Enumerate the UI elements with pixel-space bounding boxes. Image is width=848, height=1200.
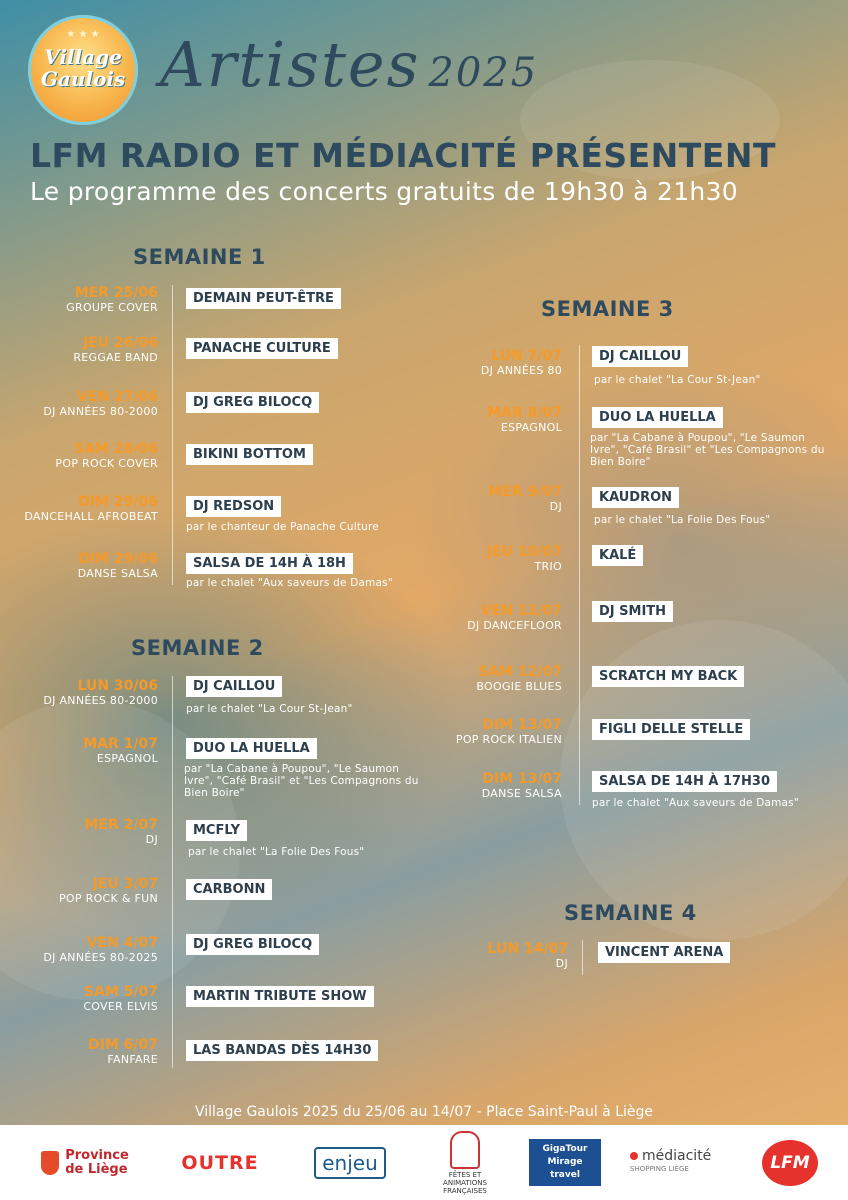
sponsor-bar <box>0 1125 848 1200</box>
artist-label: DJ CAILLOU <box>186 676 282 697</box>
artist-label: MCFLY <box>186 820 247 841</box>
entry-genre: POP ROCK & FUN <box>59 892 158 905</box>
entry-date: SAM 28/06 <box>74 441 158 457</box>
artist-note: par le chalet "La Cour St-Jean" <box>594 374 761 386</box>
title-artistes <box>160 28 538 101</box>
schedule-entry <box>400 771 562 805</box>
entry-date: LUN 7/07 <box>491 348 562 364</box>
schedule-entry <box>0 285 158 319</box>
entry-date: MAR 8/07 <box>487 405 562 421</box>
entry-genre: ESPAGNOL <box>96 752 158 765</box>
schedule-entry <box>400 664 562 698</box>
entry-genre: DJ ANNÉES 80 <box>480 364 562 377</box>
schedule-entry <box>0 1037 158 1071</box>
artist-label: FIGLI DELLE STELLE <box>592 719 750 740</box>
fetes-text: FÊTES ET ANIMATIONS FRANÇAISES <box>443 1170 487 1195</box>
entry-genre: COVER ELVIS <box>83 1000 158 1013</box>
schedule-entry <box>0 876 158 910</box>
event-footer: Village Gaulois 2025 du 25/06 au 14/07 - Place Saint-Paul à Liège <box>194 1104 654 1120</box>
artist-label: VINCENT ARENA <box>598 942 730 963</box>
artist-label: SALSA DE 14H À 18H <box>186 553 353 574</box>
schedule-entry <box>400 544 562 578</box>
entry-date: DIM 29/06 <box>78 551 158 567</box>
artist-label: DJ GREG BILOCQ <box>186 392 319 413</box>
entry-date: MER 2/07 <box>84 817 158 833</box>
entry-date: MER 25/06 <box>74 285 158 301</box>
entry-date: DIM 6/07 <box>88 1037 158 1053</box>
entry-genre: DJ ANNÉES 80-2000 <box>43 405 158 418</box>
entry-genre: TRIO <box>534 560 562 573</box>
logo-line2: Gaulois <box>40 67 126 91</box>
province-icon <box>41 1151 59 1175</box>
title-word: Artistes <box>160 28 421 101</box>
entry-genre: POP ROCK COVER <box>55 457 158 470</box>
entry-date: JEU 3/07 <box>92 876 158 892</box>
artist-label: SALSA DE 14H À 17H30 <box>592 771 777 792</box>
timeline-divider <box>579 345 580 805</box>
artist-label: CARBONN <box>186 879 272 900</box>
province-line2: de Liège <box>65 1161 128 1177</box>
entry-genre: DANCEHALL AFROBEAT <box>24 510 158 523</box>
entry-date: SAM 12/07 <box>478 664 562 680</box>
logo-stars: ★ ★ ★ <box>66 29 100 40</box>
media-line1: médiacité <box>642 1147 712 1164</box>
timeline-divider <box>172 285 173 585</box>
entry-date: VEN 27/06 <box>76 389 158 405</box>
entry-date: DIM 29/06 <box>78 494 158 510</box>
week-1-title: SEMAINE 1 <box>133 245 266 269</box>
timeline-divider <box>172 676 173 1068</box>
entry-date: LUN 30/06 <box>77 678 158 694</box>
media-line2: SHOPPING LIÈGE <box>630 1164 689 1173</box>
schedule-entry <box>0 678 158 712</box>
artist-label: PANACHE CULTURE <box>186 338 338 359</box>
entry-genre: REGGAE BAND <box>73 351 158 364</box>
artist-label: KALÉ <box>592 545 643 566</box>
entry-genre: DANSE SALSA <box>481 787 562 800</box>
entry-genre: BOOGIE BLUES <box>476 680 562 693</box>
entry-date: MAR 1/07 <box>83 736 158 752</box>
artist-note: par "La Cabane à Poupou", "Le Saumon Ivre", "Café Brasil" et "Les Compagnons du Bien Boire" <box>184 763 419 799</box>
artist-note: par le chalet "Aux saveurs de Damas" <box>186 577 393 589</box>
artist-label: MARTIN TRIBUTE SHOW <box>186 986 374 1007</box>
entry-date: VEN 4/07 <box>86 935 158 951</box>
schedule-entry <box>400 603 562 637</box>
artist-note: par le chanteur de Panache Culture <box>186 521 379 533</box>
entry-date: LUN 14/07 <box>487 941 568 957</box>
entry-genre: DANSE SALSA <box>77 567 158 580</box>
artist-label: KAUDRON <box>592 487 679 508</box>
artist-label: DEMAIN PEUT-ÊTRE <box>186 288 341 309</box>
artist-label: BIKINI BOTTOM <box>186 444 313 465</box>
entry-date: DIM 13/07 <box>482 771 562 787</box>
mirage-travel-logo <box>525 1125 605 1200</box>
artist-label: DJ REDSON <box>186 496 281 517</box>
entry-genre: POP ROCK ITALIEN <box>455 733 562 746</box>
timeline-divider <box>582 940 583 975</box>
schedule-entry <box>0 441 158 475</box>
entry-genre: FANFARE <box>107 1053 158 1066</box>
artist-label: DUO LA HUELLA <box>592 407 723 428</box>
artist-label: DJ CAILLOU <box>592 346 688 367</box>
entry-genre: DJ <box>145 833 158 846</box>
artist-label: SCRATCH MY BACK <box>592 666 744 687</box>
schedule-entry <box>0 389 158 423</box>
rooster-icon <box>450 1131 480 1169</box>
artist-note: par le chalet "La Folie Des Fous" <box>188 846 365 858</box>
province-liege-logo <box>30 1125 140 1200</box>
province-line1: Province <box>65 1147 129 1163</box>
artist-label: DJ GREG BILOCQ <box>186 934 319 955</box>
entry-date: SAM 5/07 <box>83 984 158 1000</box>
schedule-entry <box>0 817 158 851</box>
entry-date: JEU 26/06 <box>82 335 158 351</box>
entry-genre: DJ ANNÉES 80-2000 <box>43 694 158 707</box>
fetes-francaises-logo <box>430 1125 500 1200</box>
mediacite-dot-icon <box>630 1152 638 1160</box>
week-3-title: SEMAINE 3 <box>541 297 674 321</box>
entry-genre: DJ <box>549 500 562 513</box>
schedule-entry <box>0 335 158 369</box>
schedule-entry <box>400 717 562 751</box>
schedule-entry <box>0 984 158 1018</box>
schedule-entry <box>0 551 158 585</box>
schedule-entry <box>0 935 158 969</box>
week-4-title: SEMAINE 4 <box>564 901 697 925</box>
headline: LFM RADIO ET MÉDIACITÉ PRÉSENTENT <box>30 136 776 175</box>
schedule-entry <box>400 405 562 439</box>
schedule-entry <box>0 736 158 770</box>
artist-note: par "La Cabane à Poupou", "Le Saumon Ivre", "Café Brasil" et "Les Compagnons du Bien Boire" <box>590 432 825 468</box>
entry-genre: DJ DANCEFLOOR <box>467 619 562 632</box>
lfm-text: LFM <box>762 1140 818 1186</box>
artist-note: par le chalet "Aux saveurs de Damas" <box>592 797 799 809</box>
entry-date: VEN 11/07 <box>480 603 562 619</box>
entry-date: MER 9/07 <box>488 484 562 500</box>
artist-label: DJ SMITH <box>592 601 673 622</box>
title-year: 2025 <box>428 50 539 96</box>
mirage-line1: GigaTour <box>542 1144 588 1154</box>
artist-label: DUO LA HUELLA <box>186 738 317 759</box>
village-gaulois-logo <box>28 15 138 125</box>
artist-note: par le chalet "La Cour St-Jean" <box>186 703 353 715</box>
subheadline: Le programme des concerts gratuits de 19h30 à 21h30 <box>30 177 738 206</box>
entry-date: JEU 10/07 <box>486 544 562 560</box>
mediacite-logo <box>630 1125 740 1200</box>
mirage-line2: Mirage travel <box>547 1157 583 1180</box>
entry-genre: ESPAGNOL <box>500 421 562 434</box>
entry-genre: DJ ANNÉES 80-2025 <box>43 951 158 964</box>
schedule-entry <box>400 484 562 518</box>
lfm-radio-logo <box>755 1125 825 1200</box>
enjeu-logo <box>305 1125 395 1200</box>
schedule-entry <box>400 348 562 382</box>
entry-genre: DJ <box>555 957 568 970</box>
week-2-title: SEMAINE 2 <box>131 636 264 660</box>
entry-genre: GROUPE COVER <box>66 301 158 314</box>
schedule-entry <box>0 494 158 528</box>
logo-line1: Village <box>44 45 122 69</box>
enjeu-text: enjeu <box>314 1147 386 1179</box>
outre-logo: OUTRE <box>181 1151 259 1174</box>
artist-label: LAS BANDAS DÈS 14H30 <box>186 1040 378 1061</box>
schedule-entry <box>400 941 568 975</box>
artist-note: par le chalet "La Folie Des Fous" <box>594 514 771 526</box>
entry-date: DIM 13/07 <box>482 717 562 733</box>
